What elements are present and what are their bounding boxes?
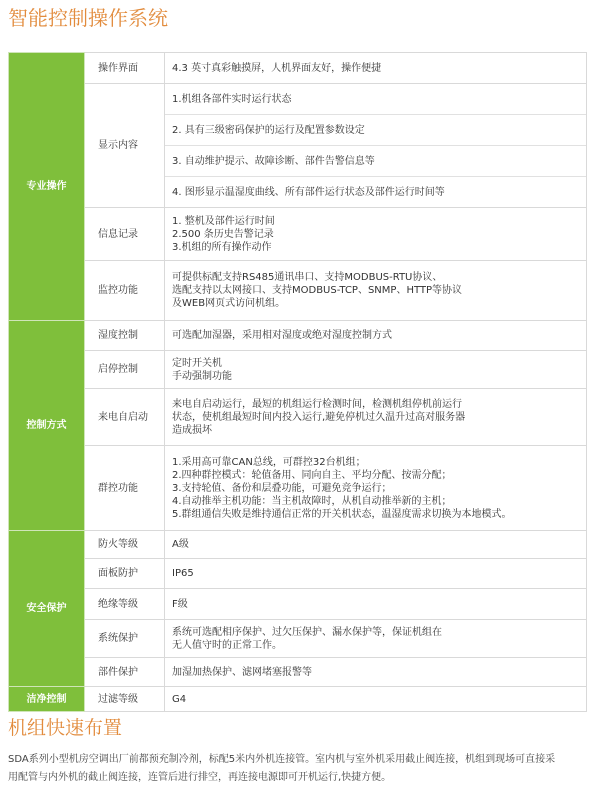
text-line: 用配管与内外机的截止阀连接，连管后进行排空，再连接电源即可开机运行,快捷方便。 bbox=[8, 772, 392, 783]
table-row bbox=[9, 620, 587, 658]
row-label-humidity-control: 湿度控制 bbox=[85, 321, 165, 351]
table-row bbox=[9, 559, 587, 589]
row-value-auto-restart bbox=[165, 389, 587, 446]
text-line: 1.采用高可靠CAN总线，可群控32台机组； bbox=[172, 456, 366, 468]
row-value-humidity-control: 可选配加湿器，采用相对湿度或绝对湿度控制方式 bbox=[165, 321, 587, 351]
row-label-filter-grade: 过滤等级 bbox=[85, 687, 165, 712]
row-value-parts-protection: 加湿加热保护、滤网堵塞报警等 bbox=[165, 658, 587, 687]
row-value-operation-interface: 4.3 英寸真彩触摸屏，人机界面友好，操作便捷 bbox=[165, 53, 587, 84]
section-paragraph bbox=[8, 751, 586, 787]
text-line: 造成损坏 bbox=[172, 424, 212, 436]
table-row bbox=[9, 658, 587, 687]
category-professional: 专业操作 bbox=[9, 53, 85, 321]
category-safety: 安全保护 bbox=[9, 531, 85, 687]
row-value-filter-grade: G4 bbox=[165, 687, 587, 712]
list-item: 2. 具有三级密码保护的运行及配置参数设定 bbox=[165, 115, 586, 146]
category-clean: 洁净控制 bbox=[9, 687, 85, 712]
row-label-monitoring: 监控功能 bbox=[85, 261, 165, 321]
row-label-operation-interface: 操作界面 bbox=[85, 53, 165, 84]
text-line: 3.机组的所有操作动作 bbox=[172, 241, 272, 253]
row-value-system-protection bbox=[165, 620, 587, 658]
row-label-parts-protection: 部件保护 bbox=[85, 658, 165, 687]
list-item: 4. 图形显示温湿度曲线、所有部件运行状态及部件运行时间等 bbox=[172, 186, 445, 198]
table-row bbox=[9, 389, 587, 446]
display-content-cell bbox=[165, 84, 587, 208]
table-row bbox=[9, 208, 587, 261]
text-line: 2.四种群控模式：轮值备用、同向自主、平均分配、按需分配； bbox=[172, 469, 452, 481]
row-label-group-control: 群控功能 bbox=[85, 446, 165, 531]
text-line: 4.自动推举主机功能：当主机故障时，从机自动推举新的主机； bbox=[172, 495, 452, 507]
text-line: 来电自启动运行，最短的机组运行检测时间，检测机组停机前运行 bbox=[172, 398, 462, 410]
row-label-system-protection: 系统保护 bbox=[85, 620, 165, 658]
text-line: 3.支持轮值、备份和层叠功能，可避免竞争运行； bbox=[172, 482, 392, 494]
text-line: 可提供标配支持RS485通讯串口、支持MODBUS-RTU协议、 bbox=[172, 272, 443, 283]
row-label-auto-restart: 来电自启动 bbox=[85, 389, 165, 446]
row-value-group-control bbox=[165, 446, 587, 531]
row-label-start-stop: 启停控制 bbox=[85, 351, 165, 389]
text-line: 及WEB网页式访问机组。 bbox=[172, 298, 286, 309]
table-row bbox=[9, 53, 587, 84]
row-label-insulation: 绝缘等级 bbox=[85, 589, 165, 620]
row-value-panel-protection: IP65 bbox=[165, 559, 587, 589]
row-value-start-stop bbox=[165, 351, 587, 389]
list-item: 1.机组各部件实时运行状态 bbox=[165, 84, 586, 115]
text-line: 2.500 条历史告警记录 bbox=[172, 228, 274, 240]
page-title: 智能控制操作系统 bbox=[8, 6, 168, 30]
row-value-fire-rating: A级 bbox=[165, 531, 587, 559]
text-line: 定时开关机 bbox=[172, 357, 222, 369]
table-row bbox=[9, 321, 587, 351]
table-row bbox=[9, 589, 587, 620]
table-row bbox=[9, 261, 587, 321]
table-row bbox=[9, 446, 587, 531]
spec-table bbox=[8, 52, 587, 712]
text-line: 状态，使机组最短时间内投入运行,避免停机过久温升过高对服务器 bbox=[172, 411, 466, 423]
row-value-insulation: F级 bbox=[165, 589, 587, 620]
text-line: 无人值守时的正常工作。 bbox=[172, 639, 282, 651]
table-row bbox=[9, 84, 587, 208]
row-label-display-content: 显示内容 bbox=[85, 84, 165, 208]
table-row bbox=[9, 531, 587, 559]
text-line: SDA系列小型机房空调出厂前都预充制冷剂，标配5米内外机连接管。室内机与室外机采用截止阀连接，机组到现场可直接采 bbox=[8, 754, 556, 765]
row-label-fire-rating: 防火等级 bbox=[85, 531, 165, 559]
row-label-info-record: 信息记录 bbox=[85, 208, 165, 261]
text-line: 系统可选配相序保护、过欠压保护、漏水保护等，保证机组在 bbox=[172, 626, 442, 638]
text-line: 1. 整机及部件运行时间 bbox=[172, 215, 275, 227]
table-row bbox=[9, 351, 587, 389]
text-line: 手动强制功能 bbox=[172, 370, 232, 382]
row-value-info-record bbox=[165, 208, 587, 261]
row-label-panel-protection: 面板防护 bbox=[85, 559, 165, 589]
display-content-list bbox=[165, 84, 586, 207]
text-line: 选配支持以太网接口、支持MODBUS-TCP、SNMP、HTTP等协议 bbox=[172, 285, 463, 296]
section-title: 机组快速布置 bbox=[8, 717, 123, 739]
list-item: 3. 自动维护提示、故障诊断、部件告警信息等 bbox=[165, 146, 586, 177]
category-control: 控制方式 bbox=[9, 321, 85, 531]
row-value-monitoring bbox=[165, 261, 587, 321]
text-line: 5.群组通信失败是维持通信正常的开关机状态，温湿度需求切换为本地模式。 bbox=[172, 508, 512, 520]
table-row bbox=[9, 687, 587, 712]
